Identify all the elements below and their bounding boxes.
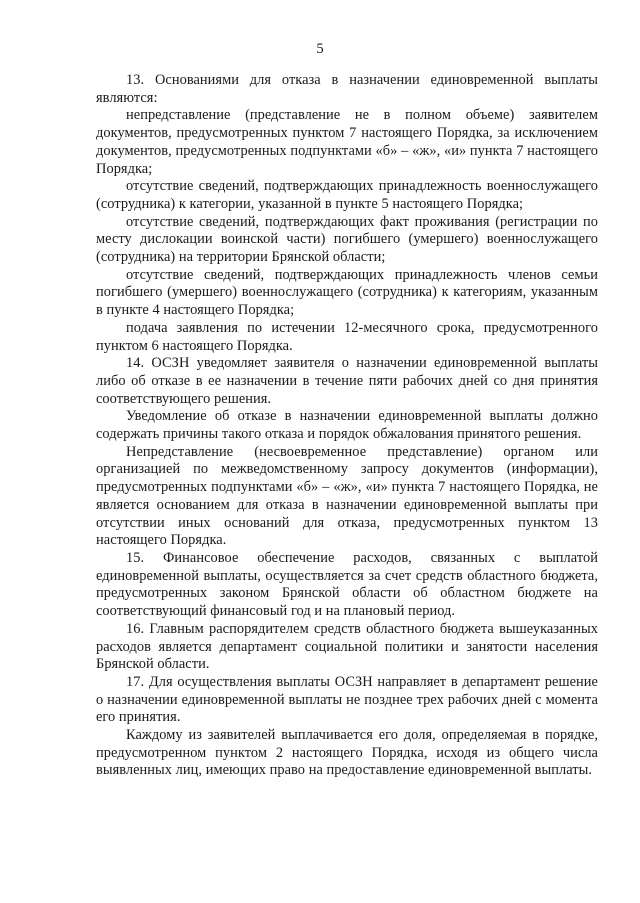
paragraph-refusal-no-category: отсутствие сведений, подтверждающих принадлежность военнослужащего (сотрудника) к категории, указанной в пункте 5 настоящего Порядка; xyxy=(96,178,598,212)
paragraph-refusal-no-family-membership: отсутствие сведений, подтверждающих принадлежность членов семьи погибшего (умершего) военнослужащего (сотрудника) к категориям, указанным в пункте 4 настоящего Порядка; xyxy=(96,266,598,319)
paragraph-refusal-notice: Уведомление об отказе в назначении единовременной выплаты должно содержать причины такого отказа и порядок обжалования принятого решения. xyxy=(96,408,598,443)
paragraph-15: 15. Финансовое обеспечение расходов, связанных с выплатой единовременной выплаты, осуществляется за счет средств областного бюджета, предусмотренных законом Брянской области об областном бюджете на соответствующий финансовый год и на плановый период. xyxy=(96,549,598,620)
paragraph-share: Каждому из заявителей выплачивается его доля, определяемая в порядке, предусмотренном пунктом 2 настоящего Порядка, исходя из общего числа выявленных лиц, имеющих право на предоставление единовременной выплаты. xyxy=(96,727,598,779)
paragraph-16: 16. Главным распорядителем средств областного бюджета вышеуказанных расходов является департамент социальной политики и занятости населения Брянской области. xyxy=(96,620,598,673)
paragraph-14: 14. ОСЗН уведомляет заявителя о назначении единовременной выплаты либо об отказе в ее назначении в течение пяти рабочих дней со дня принятия соответствующего решения. xyxy=(96,355,598,407)
paragraph-refusal-deadline: подача заявления по истечении 12-месячного срока, предусмотренного пунктом 6 настоящего Порядка. xyxy=(96,319,598,354)
document-body xyxy=(96,72,598,780)
paragraph-17: 17. Для осуществления выплаты ОСЗН направляет в департамент решение о назначении единовременной выплаты не позднее трех рабочих дней с момента его принятия. xyxy=(96,673,598,726)
paragraph-13-header: 13. Основаниями для отказа в назначении единовременной выплаты являются: xyxy=(96,72,598,106)
paragraph-refusal-no-residence: отсутствие сведений, подтверждающих факт проживания (регистрации по месту дислокации воинской части) погибшего (умершего) военнослужащего (сотрудника) на территории Брянской области; xyxy=(96,213,598,266)
page-number: 5 xyxy=(316,41,324,57)
paragraph-interagency-request: Непредставление (несвоевременное представление) органом или организацией по межведомственному запросу документов (информации), предусмотренных подпунктами «б» – «ж», «и» пункта 7 настоящего Порядка, не является основанием для отказа в назначении единовременной выплаты при отсутствии иных оснований для отказа, предусмотренных пунктом 13 настоящего Порядка. xyxy=(96,443,598,549)
paragraph-refusal-incomplete-documents: непредставление (представление не в полном объеме) заявителем документов, предусмотренных пунктом 7 настоящего Порядка, за исключением документов, предусмотренных подпунктами «б» – «ж», «и» пункта 7 настоящего Порядка; xyxy=(96,107,598,177)
